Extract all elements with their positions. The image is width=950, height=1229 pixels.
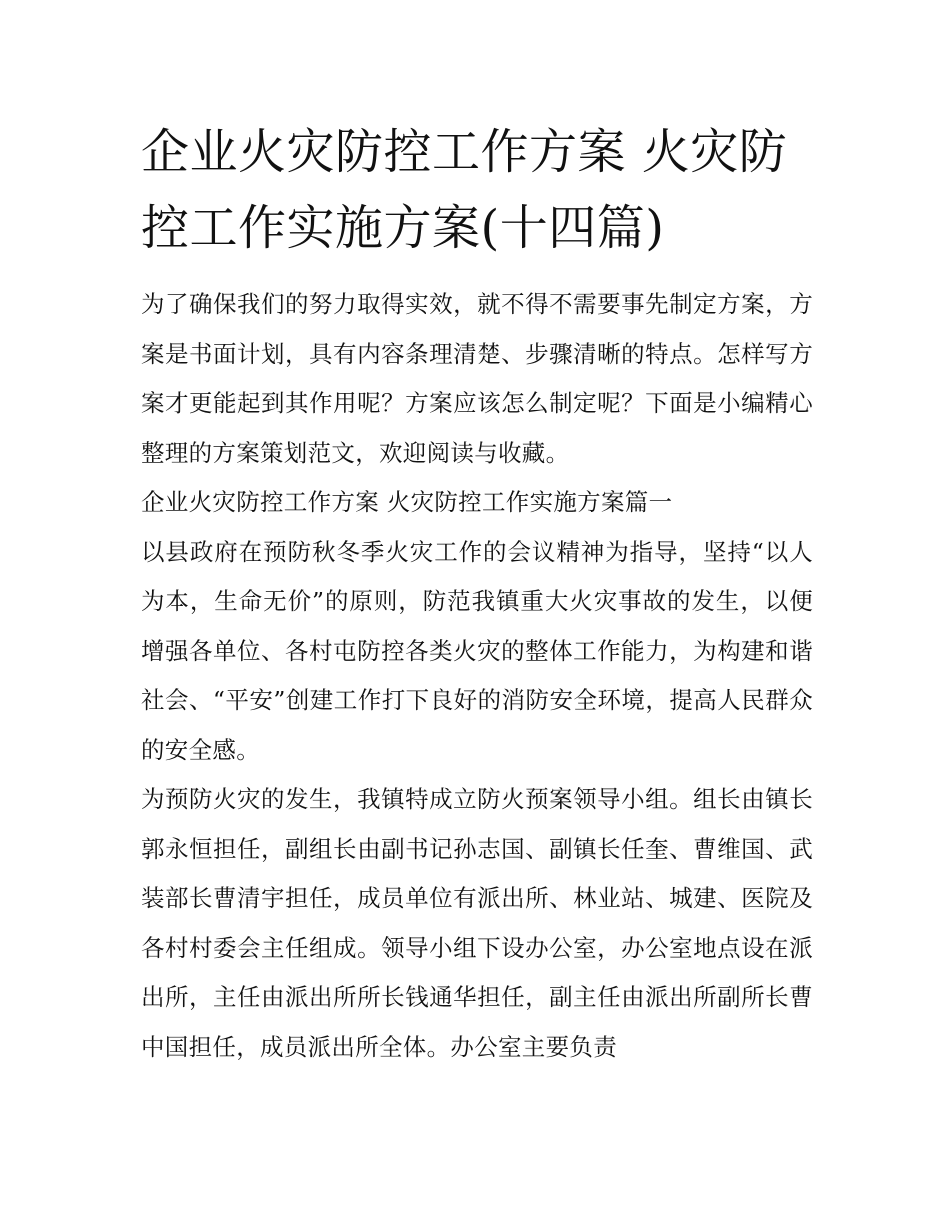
document-title: 企业火灾防控工作方案 火灾防控工作实施方案(十四篇)	[141, 124, 788, 256]
document-body	[141, 114, 813, 1072]
intro-paragraph: 为了确保我们的努力取得实效，就不得不需要事先制定方案，方案是书面计划，具有内容条理清楚、步骤清晰的特点。怎样写方案才更能起到其作用呢？方案应该怎么制定呢？下面是小编精心整理的方案策划范文，欢迎阅读与收藏。	[141, 290, 813, 467]
section-heading: 企业火灾防控工作方案 火灾防控工作实施方案篇一	[141, 488, 673, 516]
body-paragraph: 为预防火灾的发生，我镇特成立防火预案领导小组。组长由镇长郭永恒担任，副组长由副书记孙志国、副镇长任奎、曹维国、武装部长曹清宇担任，成员单位有派出所、林业站、城建、医院及各村村委会主任组成。领导小组下设办公室，办公室地点设在派出所，主任由派出所所长钱通华担任，副主任由派出所副所长曹中国担任，成员派出所全体。办公室主要负责	[141, 785, 813, 1061]
body-paragraph: 以县政府在预防秋冬季火灾工作的会议精神为指导，坚持“以人为本，生命无价”的原则，防范我镇重大火灾事故的发生，以便增强各单位、各村屯防控各类火灾的整体工作能力，为构建和谐社会、“平安”创建工作打下良好的消防安全环境，提高人民群众的安全感。	[141, 537, 813, 764]
